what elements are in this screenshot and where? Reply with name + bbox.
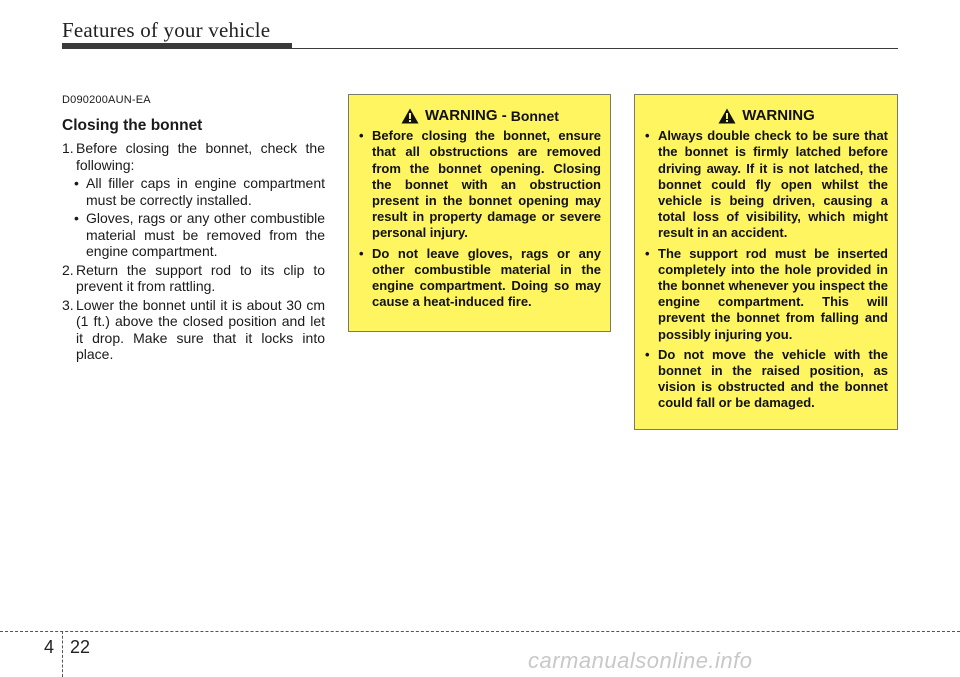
bullet-dot: • [645,245,650,261]
warning-header [359,108,601,124]
footer-rule [0,631,960,632]
bullet-item [74,175,325,208]
step-text: Lower the bonnet until it is about 30 cm (1 ft.) above the closed position and let it drop. Make sure that it locks into place. [76,296,325,362]
page-chapter-number: 4 [44,637,55,657]
step-number: 3. [62,296,74,313]
warning-bullet [645,128,888,241]
warning-triangle-icon [718,108,736,124]
section-code: D090200AUN-EA [62,94,151,106]
bullet-text: Gloves, rags or any other combustible material must be removed from the engine compartment. [86,210,325,259]
warning-box-general [634,94,898,430]
warning-subtitle: Bonnet [510,108,559,124]
warning-bullet-text: Do not leave gloves, rags or any other combustible material in the engine compartment. Doing so may cause a heat-induced fire. [372,245,601,310]
main-text-column [62,92,325,365]
warning-box-bonnet [348,94,611,332]
warning-bullet [645,347,888,412]
bullet-item [74,210,325,260]
step-text: Return the support rod to its clip to prevent it from rattling. [76,261,325,294]
warning-bullet-text: Do not move the vehicle with the bonnet in the raised position, as vision is obstructed and the bonnet could fall or be damaged. [658,346,888,411]
bullet-dot: • [359,128,364,144]
warning-bullet-text: Always double check to be sure that the bonnet is firmly latched before driving away. If it is not latched, the bonnet could fly open whilst the vehicle is being driven, causing a total loss of visibility, which might result in an accident. [658,128,888,241]
bullet-dot: • [74,175,79,191]
bullet-text: All filler caps in engine compartment must be correctly installed. [86,175,325,208]
step-item [62,297,325,363]
step-number: 1. [62,140,74,156]
page-number: 22 [70,637,91,657]
warning-title: WARNING [742,107,815,124]
bullet-dot: • [645,128,650,144]
warning-triangle-icon [401,108,419,124]
footer-divider [62,631,63,677]
header-bar [62,43,292,49]
step-item [62,262,325,295]
warning-header [645,108,888,124]
header-rule [292,48,898,49]
watermark-text: carmanualsonline.info [528,648,753,673]
step-number: 2. [62,261,74,278]
bullet-dot: • [359,245,364,261]
warning-bullet [359,246,601,311]
warning-bullet-text: The support rod must be inserted completely into the hole provided in the bonnet whenever you inspect the engine compartment. This will prevent the bonnet from falling and possibly injuring you. [658,245,888,342]
page-header-title: Features of your vehicle [62,18,271,42]
bullet-dot: • [645,346,650,362]
warning-bullet [359,128,601,241]
step-text: Before closing the bonnet, check the following: [76,140,325,173]
warning-title: WARNING - [425,107,507,124]
warning-bullet [645,246,888,343]
step-item [62,140,325,173]
section-title: Closing the bonnet [62,116,203,134]
bullet-dot: • [74,210,79,226]
warning-bullet-text: Before closing the bonnet, ensure that all obstructions are removed from the bonnet opening. Closing the bonnet with an obstruction present in the bonnet opening may result in property damage or severe personal injury. [372,128,601,241]
